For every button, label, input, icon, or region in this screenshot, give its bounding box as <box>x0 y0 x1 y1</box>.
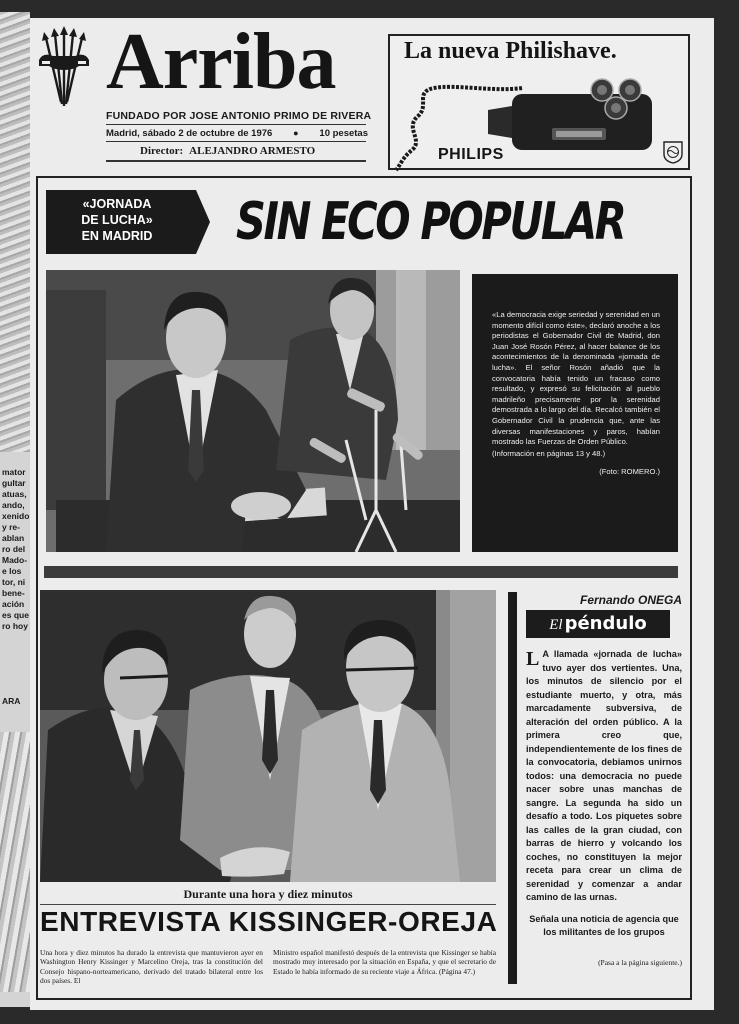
opinion-column <box>526 592 682 967</box>
advert-brand: PHILIPS <box>438 146 504 163</box>
column-paragraph: Señala una noticia de agencia que los militantes de los grupos <box>529 913 679 937</box>
section-label-text <box>46 196 188 244</box>
advert-headline: La nueva Philishave. <box>404 38 617 64</box>
director-name: ALEJANDRO ARMESTO <box>189 145 316 157</box>
director-label: Director: <box>140 145 184 157</box>
director-line <box>140 145 315 157</box>
lead-headline: SIN ECO POPULAR <box>236 192 625 252</box>
strip-fragment: ación <box>2 599 25 609</box>
adjacent-page-photo <box>0 732 30 992</box>
second-story-headline: ENTREVISTA KISSINGER-OREJA <box>40 906 498 937</box>
section-label <box>46 190 210 254</box>
press-conference-photo <box>46 270 460 552</box>
column-title-main: péndulo <box>564 613 647 634</box>
column-paragraph-text: A llamada «jornada de lucha» tuvo ayer dos vertientes. Una, los minutos de silencio por el estudiante muerto, y otra, más marcadamente subversiva, de alteración del orden público. A la primera creo que, independientemente de los fines de la convocatoria, debiamos unirnos todos: una democracia no puede nacer sobre unas manchas de sangre. La segunda ha sido un desafío a todo. Los piquetes sobre las calles de la gran ciudad, con barras de hierro y volcando los coches, no constituyen la mejor receta para crear un clima de serenidad y comenzar a andar camino de las urnas. <box>526 649 682 902</box>
masthead-rule <box>106 124 366 125</box>
drop-cap: L <box>526 648 540 670</box>
caption-text: «La democracia exige seriedad y serenidad en un momento difícil como éste», declaró anoche a los periodistas el Gobernador Civil de Madrid, don Juan José Rosón Pérez, al hacer balance de los acontecimientos de la denominada «jornada de lucha». El señor Rosón añadió que la convocatoria había tenido un fracaso como resultado, y expresó su felicitación al pueblo madrileño precisamente por la serenidad demostrada a lo largo del día. Recalcó también el Gobernador Civil la prudencia que, ante las diversas manifestaciones y paros, habían mostrado las Fuerzas de Orden Público. <box>492 310 661 447</box>
photo-credit: (Foto: ROMERO.) <box>599 467 660 477</box>
strip-fragment: ro del <box>2 544 26 554</box>
column-title-article: El <box>549 617 563 633</box>
strip-fragment: tor, ni <box>2 577 26 587</box>
strip-fragment: Mado- <box>2 555 28 565</box>
dateline <box>106 128 368 139</box>
strip-fragment: gultar <box>2 478 26 488</box>
column-paragraph <box>526 648 682 905</box>
kissinger-oreja-photo <box>40 590 496 882</box>
label-line: DE LUCHA» <box>81 213 153 227</box>
label-line: EN MADRID <box>81 229 153 243</box>
yoke-and-arrows-icon <box>35 26 93 110</box>
caption-page-ref: (Información en páginas 13 y 48.) <box>492 448 606 458</box>
adjacent-page-strip <box>0 12 30 1007</box>
column-side-bar <box>508 592 517 984</box>
issue-price: 10 pesetas <box>319 128 368 139</box>
strip-fragment: ARA <box>2 696 21 706</box>
body-column: Una hora y diez minutos ha durado la entrevista que mantuvieron ayer en Washington Henry Kissinger y Marcelino Oreja, tras la constitución del Consejo hispano-norteamericano, derivado del tratado bilateral entre los dos países. El <box>40 948 263 986</box>
newspaper-title: Arriba <box>106 18 336 106</box>
continued-note: (Pasa a la página siguiente.) <box>598 957 682 967</box>
strip-fragment: xenido <box>2 511 30 521</box>
second-story-subhead: Durante una hora y diez minutos <box>183 887 353 901</box>
section-divider <box>44 566 678 578</box>
adjacent-page-photo <box>0 12 30 452</box>
headline-rule <box>40 904 496 905</box>
body-column: Ministro español manifestó después de la entrevista que Kissinger se había mostrado muy interesado por la situación en España, y que el secretario de Estado le había informado de su reciente viaje a África. (Página 47.) <box>273 948 496 976</box>
masthead-rule <box>106 141 366 142</box>
philips-shield-icon <box>662 140 684 164</box>
column-title <box>526 610 670 638</box>
column-body <box>526 648 682 940</box>
strip-fragment: ando, <box>2 500 25 510</box>
label-line: «JORNADA <box>82 197 152 211</box>
philishave-advert <box>388 34 690 170</box>
electric-shaver-icon <box>482 76 658 168</box>
dateline-bullet: ● <box>293 128 299 138</box>
founder-line: FUNDADO POR JOSE ANTONIO PRIMO DE RIVERA <box>106 110 372 122</box>
strip-fragment: atuas, <box>2 489 27 499</box>
strip-fragment: ro hoy <box>2 621 28 631</box>
column-author: Fernando ONEGA <box>579 593 682 607</box>
strip-fragment: es que <box>2 610 29 620</box>
lead-caption <box>472 274 678 552</box>
strip-fragment: mator <box>2 467 26 477</box>
masthead-rule <box>106 160 366 162</box>
strip-fragment: y re- <box>2 522 20 532</box>
newspaper-page <box>30 18 714 1010</box>
second-story-body <box>40 948 496 986</box>
strip-fragment: e los <box>2 566 22 576</box>
strip-fragment: bene- <box>2 588 25 598</box>
issue-date: Madrid, sábado 2 de octubre de 1976 <box>106 128 273 139</box>
strip-fragment: ablan <box>2 533 25 543</box>
